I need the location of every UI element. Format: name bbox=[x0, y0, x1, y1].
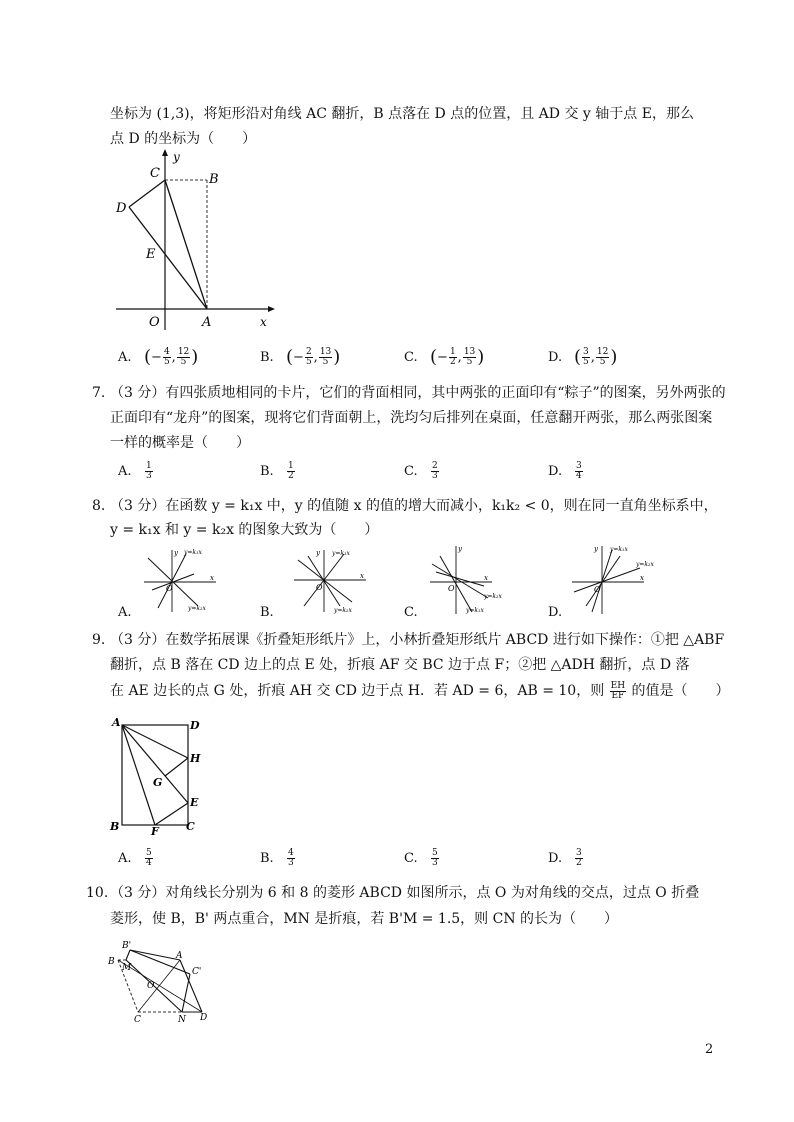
svg-text:C: C bbox=[134, 1015, 141, 1024]
q10-text-line2: 菱形，使 B，B' 两点重合，MN 是折痕，若 B'M = 1.5，则 CN 的长为（ ） bbox=[110, 911, 619, 927]
q7-text-line1: （3 分）有四张质地相同的卡片，它们的背面相同，其中两张的正面印有“粽子”的图案，另外两张的 bbox=[110, 385, 726, 401]
q8-graph-b[interactable] bbox=[290, 546, 370, 616]
svg-text:x: x bbox=[360, 572, 364, 580]
q8-option-b-label[interactable]: B. bbox=[260, 605, 274, 620]
q9-option-c[interactable]: C. $\frac{5}{3}$ bbox=[404, 848, 438, 868]
q7-option-a[interactable]: A. $\frac{1}{3}$ bbox=[118, 461, 152, 481]
svg-text:C': C' bbox=[192, 967, 202, 977]
q8-graph-c[interactable] bbox=[426, 542, 512, 616]
q9-option-b[interactable]: B. $\frac{4}{3}$ bbox=[260, 848, 294, 868]
svg-text:D: D bbox=[200, 1013, 208, 1023]
q9-text-line3: 在 AE 边长的点 G 处，折痕 AH 交 CD 边于点 H．若 AD = 6，AB = 10，则 $\frac{EH}{EF}$ 的值是（ ） bbox=[110, 680, 730, 701]
q8-number: 8. bbox=[92, 498, 106, 514]
svg-text:y: y bbox=[458, 545, 462, 553]
svg-text:y=k₁x: y=k₁x bbox=[466, 607, 484, 614]
svg-text:y: y bbox=[174, 549, 178, 557]
svg-text:O: O bbox=[594, 585, 601, 594]
q9-option-a[interactable]: A. $\frac{5}{4}$ bbox=[118, 848, 152, 868]
page-number: 2 bbox=[705, 1042, 714, 1057]
q8-option-a-label[interactable]: A. bbox=[118, 605, 132, 620]
q6-x-label: x bbox=[260, 315, 267, 329]
svg-text:x: x bbox=[210, 574, 214, 582]
svg-text:B: B bbox=[108, 957, 115, 967]
svg-text:y=k₁x: y=k₁x bbox=[610, 546, 628, 553]
svg-text:O: O bbox=[147, 981, 155, 991]
q6-text-line2: 点 D 的坐标为（ ） bbox=[110, 131, 257, 147]
svg-text:O: O bbox=[166, 584, 173, 593]
q10-number: 10. bbox=[86, 885, 109, 901]
svg-text:y=k₂x: y=k₂x bbox=[484, 593, 502, 600]
q6-option-c[interactable]: C. (− $\frac{1}{2}$ , $\frac{13}{5}$ ) bbox=[404, 346, 485, 368]
q7-number: 7. bbox=[92, 385, 106, 401]
svg-text:D: D bbox=[190, 719, 200, 732]
svg-text:O: O bbox=[316, 583, 323, 592]
svg-text:E: E bbox=[190, 796, 199, 809]
q8-text-line2: y = k₁x 和 y = k₂x 的图象大致为（ ） bbox=[110, 522, 379, 538]
q6-text-line1: 坐标为 (1,3)，将矩形沿对角线 AC 翻折，B 点落在 D 点的位置，且 AD 交 y 轴于点 E，那么 bbox=[110, 106, 694, 122]
q6-B-label: B bbox=[209, 172, 219, 187]
svg-text:O: O bbox=[448, 584, 455, 593]
q6-option-d[interactable]: D. ( $\frac{3}{5}$ , $\frac{12}{5}$ ) bbox=[548, 346, 618, 368]
svg-text:F: F bbox=[151, 825, 159, 838]
q10-text-line1: （3 分）对角线长分别为 6 和 8 的菱形 ABCD 如图所示，点 O 为对角线的交点，过点 O 折叠 bbox=[110, 885, 700, 901]
svg-text:y=k₂x: y=k₂x bbox=[188, 605, 206, 612]
svg-text:B': B' bbox=[122, 941, 132, 951]
svg-text:y=k₁x: y=k₁x bbox=[184, 549, 202, 556]
q8-text-line1: （3 分）在函数 y = k₁x 中，y 的值随 x 的值的增大而减小，k₁k₂ < 0，则在同一直角坐标系中， bbox=[110, 498, 718, 514]
q7-text-line3: 一样的概率是（ ） bbox=[110, 435, 250, 451]
svg-text:M: M bbox=[122, 963, 132, 973]
q9-text-line2: 翻折，点 B 落在 CD 边上的点 E 处，折痕 AF 交 BC 边于点 F；②把 △ADH 翻折，点 D 落 bbox=[110, 657, 690, 673]
q7-option-c[interactable]: C. $\frac{2}{3}$ bbox=[404, 461, 438, 481]
q9-text-line1: （3 分）在数学拓展课《折叠矩形纸片》上，小林折叠矩形纸片 ABCD 进行如下操作：①把 △ABF bbox=[110, 632, 725, 648]
svg-text:N: N bbox=[178, 1015, 186, 1024]
q6-O-label: O bbox=[149, 315, 160, 330]
q8-option-d-label[interactable]: D. bbox=[548, 605, 563, 620]
q8-option-c-label[interactable]: C. bbox=[404, 605, 418, 620]
q6-figure bbox=[108, 148, 278, 333]
svg-text:y=k₂x: y=k₂x bbox=[636, 561, 654, 568]
q7-option-d[interactable]: D. $\frac{3}{4}$ bbox=[548, 461, 582, 481]
q8-graph-a[interactable] bbox=[140, 546, 220, 614]
svg-text:B: B bbox=[110, 820, 120, 833]
q7-option-b[interactable]: B. $\frac{1}{2}$ bbox=[260, 461, 294, 481]
svg-text:y: y bbox=[316, 549, 320, 557]
q6-option-b[interactable]: B. (− $\frac{2}{5}$ , $\frac{13}{5}$ ) bbox=[260, 346, 341, 368]
q6-option-a[interactable]: A. (− $\frac{4}{5}$ , $\frac{12}{5}$ ) bbox=[118, 346, 199, 368]
q6-D-label: D bbox=[116, 201, 127, 216]
svg-text:C: C bbox=[186, 820, 195, 833]
q8-graph-d[interactable] bbox=[568, 540, 668, 616]
svg-text:A: A bbox=[176, 951, 183, 961]
svg-text:x: x bbox=[640, 574, 644, 582]
svg-text:y=k₁x: y=k₁x bbox=[332, 550, 350, 557]
q9-option-d[interactable]: D. $\frac{3}{2}$ bbox=[548, 848, 582, 868]
q6-y-label: y bbox=[173, 150, 180, 164]
svg-text:x: x bbox=[484, 574, 488, 582]
q10-figure bbox=[104, 938, 216, 1024]
svg-text:y=k₂x: y=k₂x bbox=[334, 607, 352, 614]
q9-figure bbox=[108, 716, 208, 838]
q9-number: 9. bbox=[92, 632, 106, 648]
svg-text:G: G bbox=[153, 776, 163, 789]
svg-text:H: H bbox=[190, 752, 201, 765]
svg-text:A: A bbox=[112, 716, 121, 729]
q6-A-label: A bbox=[202, 315, 212, 330]
q6-E-label: E bbox=[146, 247, 156, 262]
svg-text:y: y bbox=[594, 545, 598, 553]
q6-C-label: C bbox=[150, 166, 160, 181]
q7-text-line2: 正面印有“龙舟”的图案，现将它们背面朝上，洗均匀后排列在桌面，任意翻开两张，那么两张图案 bbox=[110, 410, 713, 426]
